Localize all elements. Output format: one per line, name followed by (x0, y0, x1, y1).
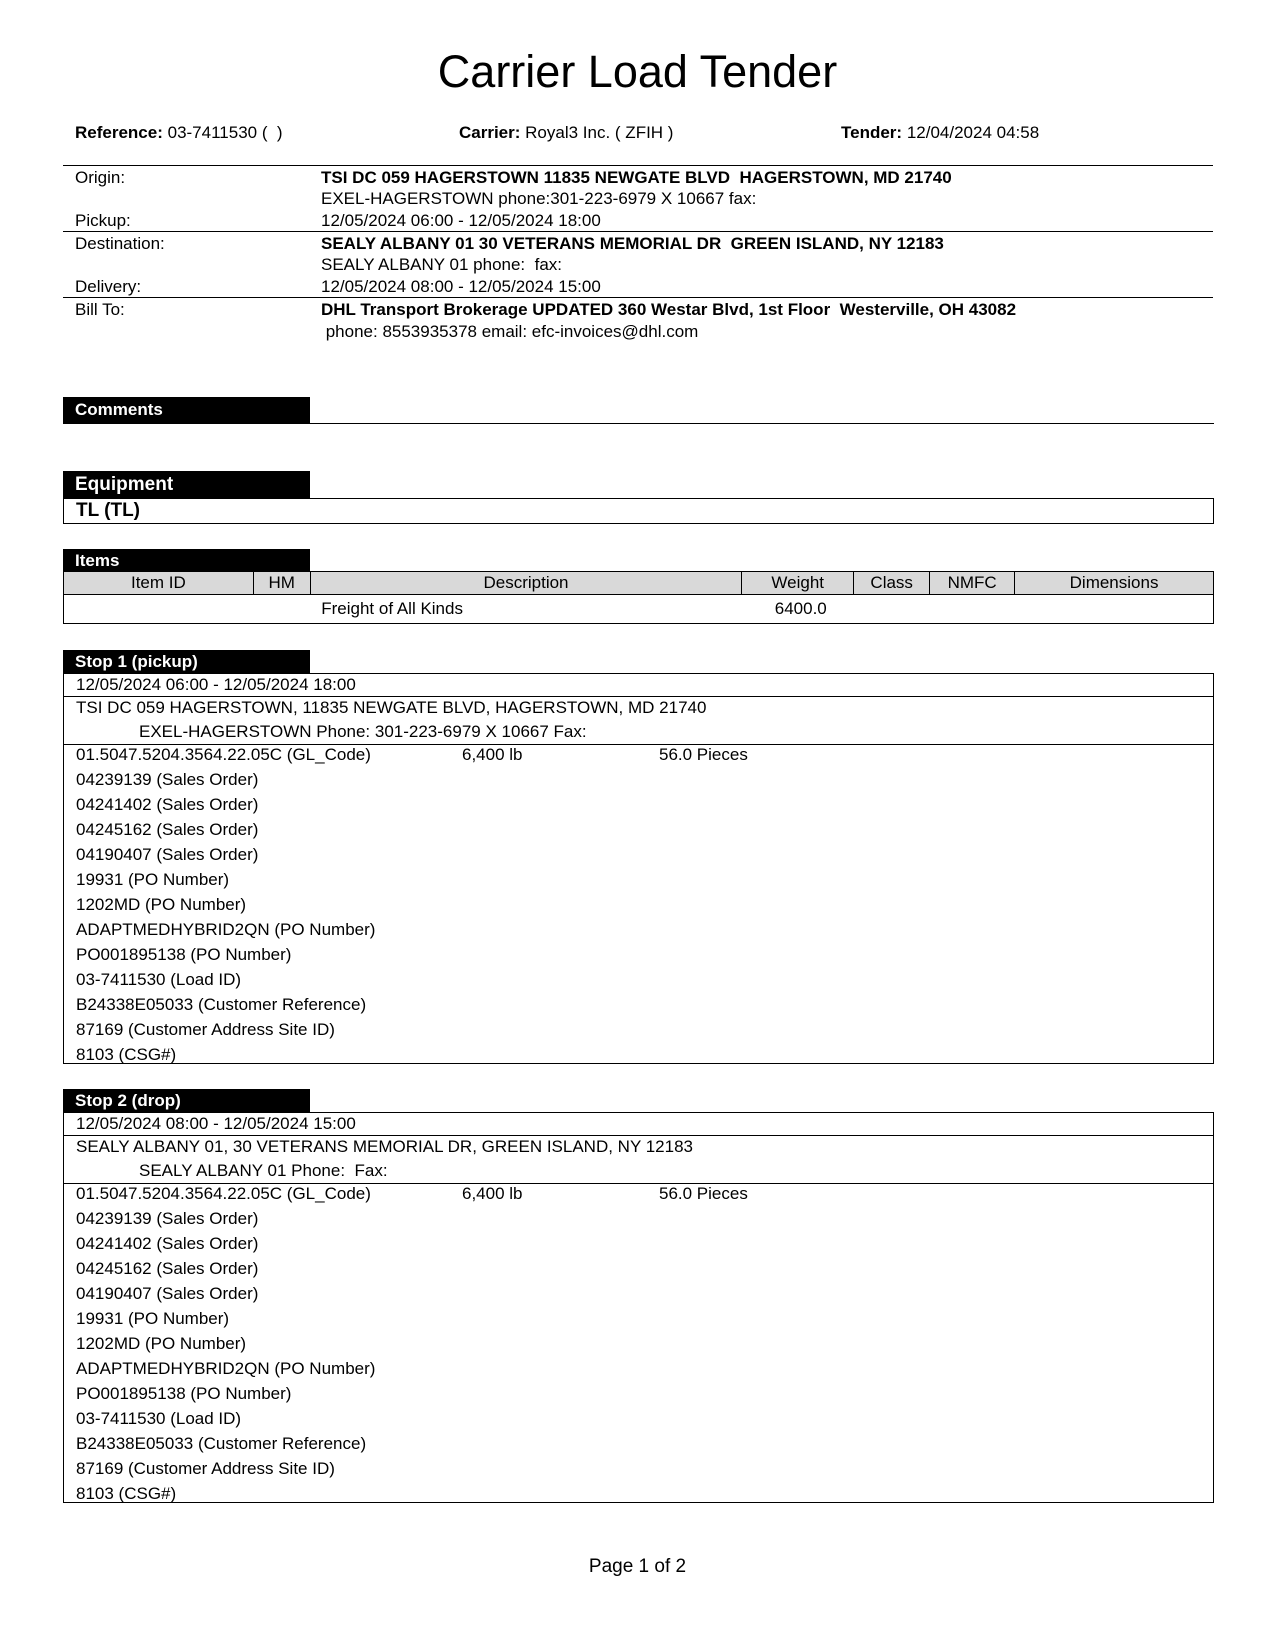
tender-value: 12/04/2024 04:58 (906, 123, 1040, 142)
stop-1-ref: 04239139 (Sales Order) (76, 770, 259, 789)
pickup-label: Pickup: (75, 211, 131, 230)
class-cell (854, 595, 930, 624)
delivery-window: 12/05/2024 08:00 - 12/05/2024 15:00 (321, 277, 601, 296)
bill-to-contact: phone: 8553935378 email: efc-invoices@dhl.com (321, 322, 699, 341)
stop-2-ref: B24338E05033 (Customer Reference) (76, 1434, 367, 1453)
stop-1-gl-code: 01.5047.5204.3564.22.05C (GL_Code) (76, 745, 371, 764)
equipment-value: TL (TL) (76, 500, 141, 521)
stop-1-heading: Stop 1 (pickup) (63, 650, 310, 674)
stop-2-window: 12/05/2024 08:00 - 12/05/2024 15:00 (76, 1114, 356, 1133)
stop-1-ref: 03-7411530 (Load ID) (76, 970, 242, 989)
stop-1-ref: 19931 (PO Number) (76, 870, 230, 889)
stop-1-ref: 04241402 (Sales Order) (76, 795, 259, 814)
page-title: Carrier Load Tender (437, 46, 838, 97)
stop-1-box (63, 673, 1214, 1064)
stop-2-ref: 8103 (CSG#) (76, 1484, 177, 1503)
column-header: Item ID (64, 572, 254, 595)
column-header: Weight (742, 572, 854, 595)
stop-2-ref: 03-7411530 (Load ID) (76, 1409, 242, 1428)
stop-1-ref: 8103 (CSG#) (76, 1045, 177, 1064)
dimensions-cell (1015, 595, 1214, 624)
stop-1-ref: B24338E05033 (Customer Reference) (76, 995, 367, 1014)
page-number: Page 1 of 2 (588, 1556, 687, 1577)
stop-1-ref: 04190407 (Sales Order) (76, 845, 259, 864)
stop-2-ref: 19931 (PO Number) (76, 1309, 230, 1328)
weight-cell: 6400.0 (742, 595, 854, 624)
stop-1-address: TSI DC 059 HAGERSTOWN, 11835 NEWGATE BLVD, HAGERSTOWN, MD 21740 (76, 698, 707, 717)
reference-field (75, 123, 283, 143)
stop-2-ref: 1202MD (PO Number) (76, 1334, 247, 1353)
divider (64, 1135, 1213, 1136)
column-header: Dimensions (1015, 572, 1214, 595)
column-header: Class (854, 572, 930, 595)
equipment-box (63, 498, 1214, 524)
stop-1-ref: 04245162 (Sales Order) (76, 820, 259, 839)
delivery-label: Delivery: (75, 277, 142, 296)
destination-address: SEALY ALBANY 01 30 VETERANS MEMORIAL DR GREEN ISLAND, NY 12183 (321, 234, 944, 253)
description-cell: Freight of All Kinds (310, 595, 742, 624)
divider (63, 165, 1213, 166)
stop-2-ref: 87169 (Customer Address Site ID) (76, 1459, 335, 1478)
divider (63, 231, 1213, 232)
stop-1-contact: EXEL-HAGERSTOWN Phone: 301-223-6979 X 10667 Fax: (139, 722, 587, 741)
comments-rule (63, 423, 1214, 424)
stop-2-pieces: 56.0 Pieces (659, 1184, 748, 1203)
origin-label: Origin: (75, 168, 126, 187)
tender-field (841, 123, 1039, 143)
carrier-field (459, 123, 673, 143)
stop-2-box (63, 1112, 1214, 1503)
destination-label: Destination: (75, 234, 165, 253)
stop-2-ref: 04245162 (Sales Order) (76, 1259, 259, 1278)
stop-2-ref: PO001895138 (PO Number) (76, 1384, 292, 1403)
carrier-value: Royal3 Inc. ( ZFIH ) (525, 123, 674, 142)
stop-2-ref: 04239139 (Sales Order) (76, 1209, 259, 1228)
stop-2-ref: 04241402 (Sales Order) (76, 1234, 259, 1253)
stop-2-ref: 04190407 (Sales Order) (76, 1284, 259, 1303)
reference-value: 03-7411530 ( ) (167, 123, 283, 142)
origin-contact: EXEL-HAGERSTOWN phone:301-223-6979 X 10667 fax: (321, 189, 757, 208)
pickup-window: 12/05/2024 06:00 - 12/05/2024 18:00 (321, 211, 601, 230)
stop-2-contact: SEALY ALBANY 01 Phone: Fax: (139, 1161, 388, 1180)
stop-1-ref: ADAPTMEDHYBRID2QN (PO Number) (76, 920, 376, 939)
carrier-label: Carrier: (459, 123, 521, 142)
destination-contact: SEALY ALBANY 01 phone: fax: (321, 255, 563, 274)
column-header: HM (253, 572, 310, 595)
tender-label: Tender: (841, 123, 903, 142)
stop-1-ref: PO001895138 (PO Number) (76, 945, 292, 964)
divider (63, 297, 1213, 298)
bill-to-label: Bill To: (75, 300, 125, 319)
bill-to-address: DHL Transport Brokerage UPDATED 360 Westar Blvd, 1st Floor Westerville, OH 43082 (321, 300, 1017, 319)
stop-2-gl-code: 01.5047.5204.3564.22.05C (GL_Code) (76, 1184, 371, 1203)
stop-2-heading: Stop 2 (drop) (63, 1089, 310, 1113)
items-heading: Items (63, 549, 310, 572)
stop-2-ref: ADAPTMEDHYBRID2QN (PO Number) (76, 1359, 376, 1378)
stop-1-pieces: 56.0 Pieces (659, 745, 748, 764)
items-table (63, 571, 1214, 624)
stop-1-weight: 6,400 lb (462, 745, 523, 764)
stop-2-address: SEALY ALBANY 01, 30 VETERANS MEMORIAL DR, GREEN ISLAND, NY 12183 (76, 1137, 693, 1156)
comments-heading: Comments (63, 397, 310, 423)
table-row (64, 595, 1214, 624)
origin-address: TSI DC 059 HAGERSTOWN 11835 NEWGATE BLVD HAGERSTOWN, MD 21740 (321, 168, 952, 187)
divider (64, 696, 1213, 697)
stop-1-ref: 1202MD (PO Number) (76, 895, 247, 914)
hm-cell (253, 595, 310, 624)
nmfc-cell (930, 595, 1015, 624)
column-header: NMFC (930, 572, 1015, 595)
equipment-heading: Equipment (63, 471, 310, 499)
item-id-cell (64, 595, 254, 624)
stop-1-window: 12/05/2024 06:00 - 12/05/2024 18:00 (76, 675, 356, 694)
stop-2-weight: 6,400 lb (462, 1184, 523, 1203)
reference-label: Reference: (75, 123, 163, 142)
column-header: Description (310, 572, 742, 595)
items-header-row (64, 572, 1214, 595)
stop-1-ref: 87169 (Customer Address Site ID) (76, 1020, 335, 1039)
